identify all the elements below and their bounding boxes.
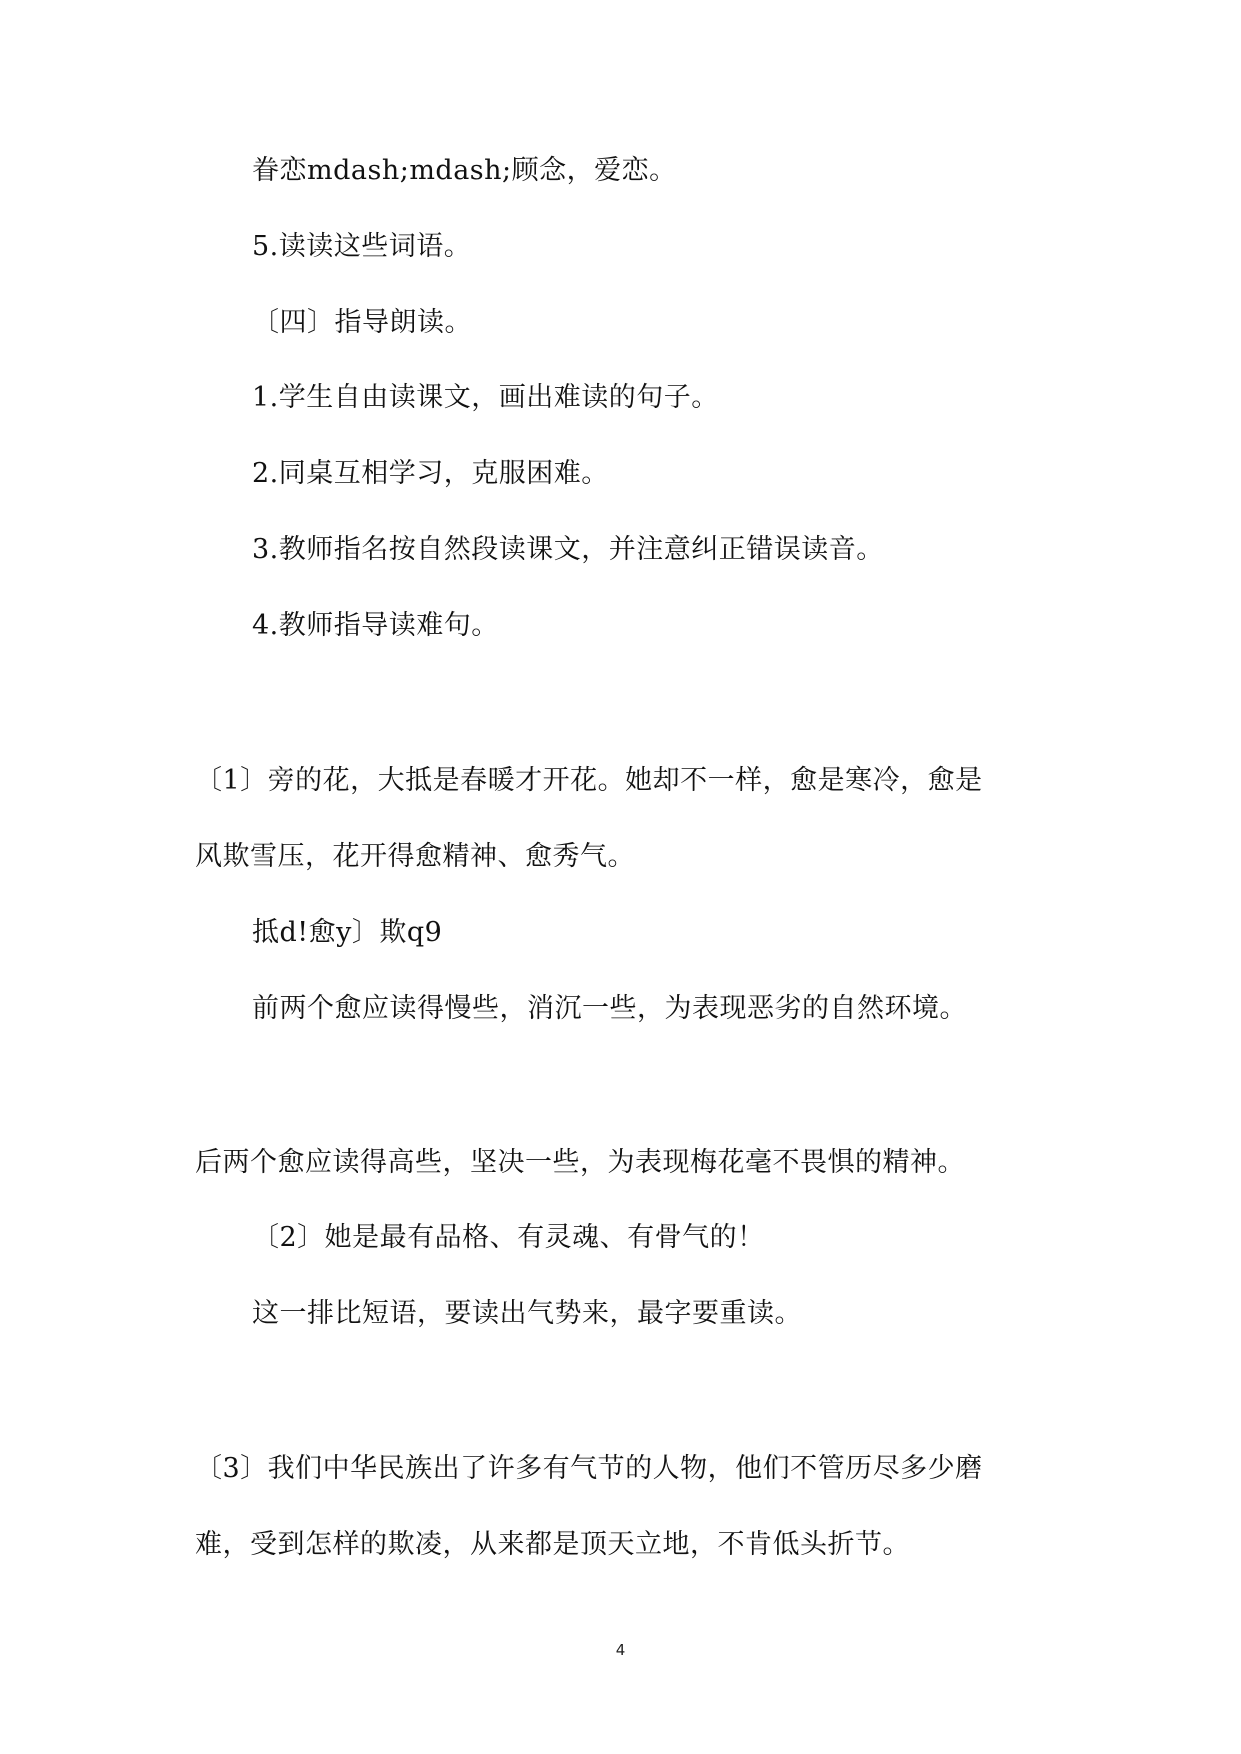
text-line: 5.读读这些词语。 — [252, 231, 472, 262]
text-line: 后两个愈应读得高些，坚决一些，为表现梅花毫不畏惧的精神。 — [195, 1147, 965, 1178]
text-line: 眷恋mdash;mdash;顾念，爱恋。 — [252, 155, 677, 186]
text-line: 前两个愈应读得慢些，消沉一些，为表现恶劣的自然环境。 — [252, 993, 967, 1024]
text-line: 抵d!愈y〕欺q9 — [252, 917, 443, 948]
text-line: 1.学生自由读课文，画出难读的句子。 — [252, 382, 719, 413]
text-line: 2.同桌互相学习，克服困难。 — [252, 458, 609, 489]
text-line: 这一排比短语，要读出气势来，最字要重读。 — [252, 1298, 802, 1329]
text-line: 4.教师指导读难句。 — [252, 610, 499, 641]
text-line: 〔3〕我们中华民族出了许多有气节的人物，他们不管历尽多少磨 — [195, 1453, 983, 1484]
text-line: 难，受到怎样的欺凌，从来都是顶天立地，不肯低头折节。 — [195, 1529, 910, 1560]
text-line: 〔2〕她是最有品格、有灵魂、有骨气的！ — [252, 1222, 765, 1253]
text-line: 3.教师指名按自然段读课文，并注意纠正错误读音。 — [252, 534, 884, 565]
page-number: 4 — [615, 1641, 626, 1659]
section-heading: 〔四〕指导朗读。 — [252, 307, 472, 338]
text-line: 〔1〕旁的花，大抵是春暖才开花。她却不一样，愈是寒冷，愈是 — [195, 765, 983, 796]
text-line: 风欺雪压，花开得愈精神、愈秀气。 — [195, 841, 635, 872]
